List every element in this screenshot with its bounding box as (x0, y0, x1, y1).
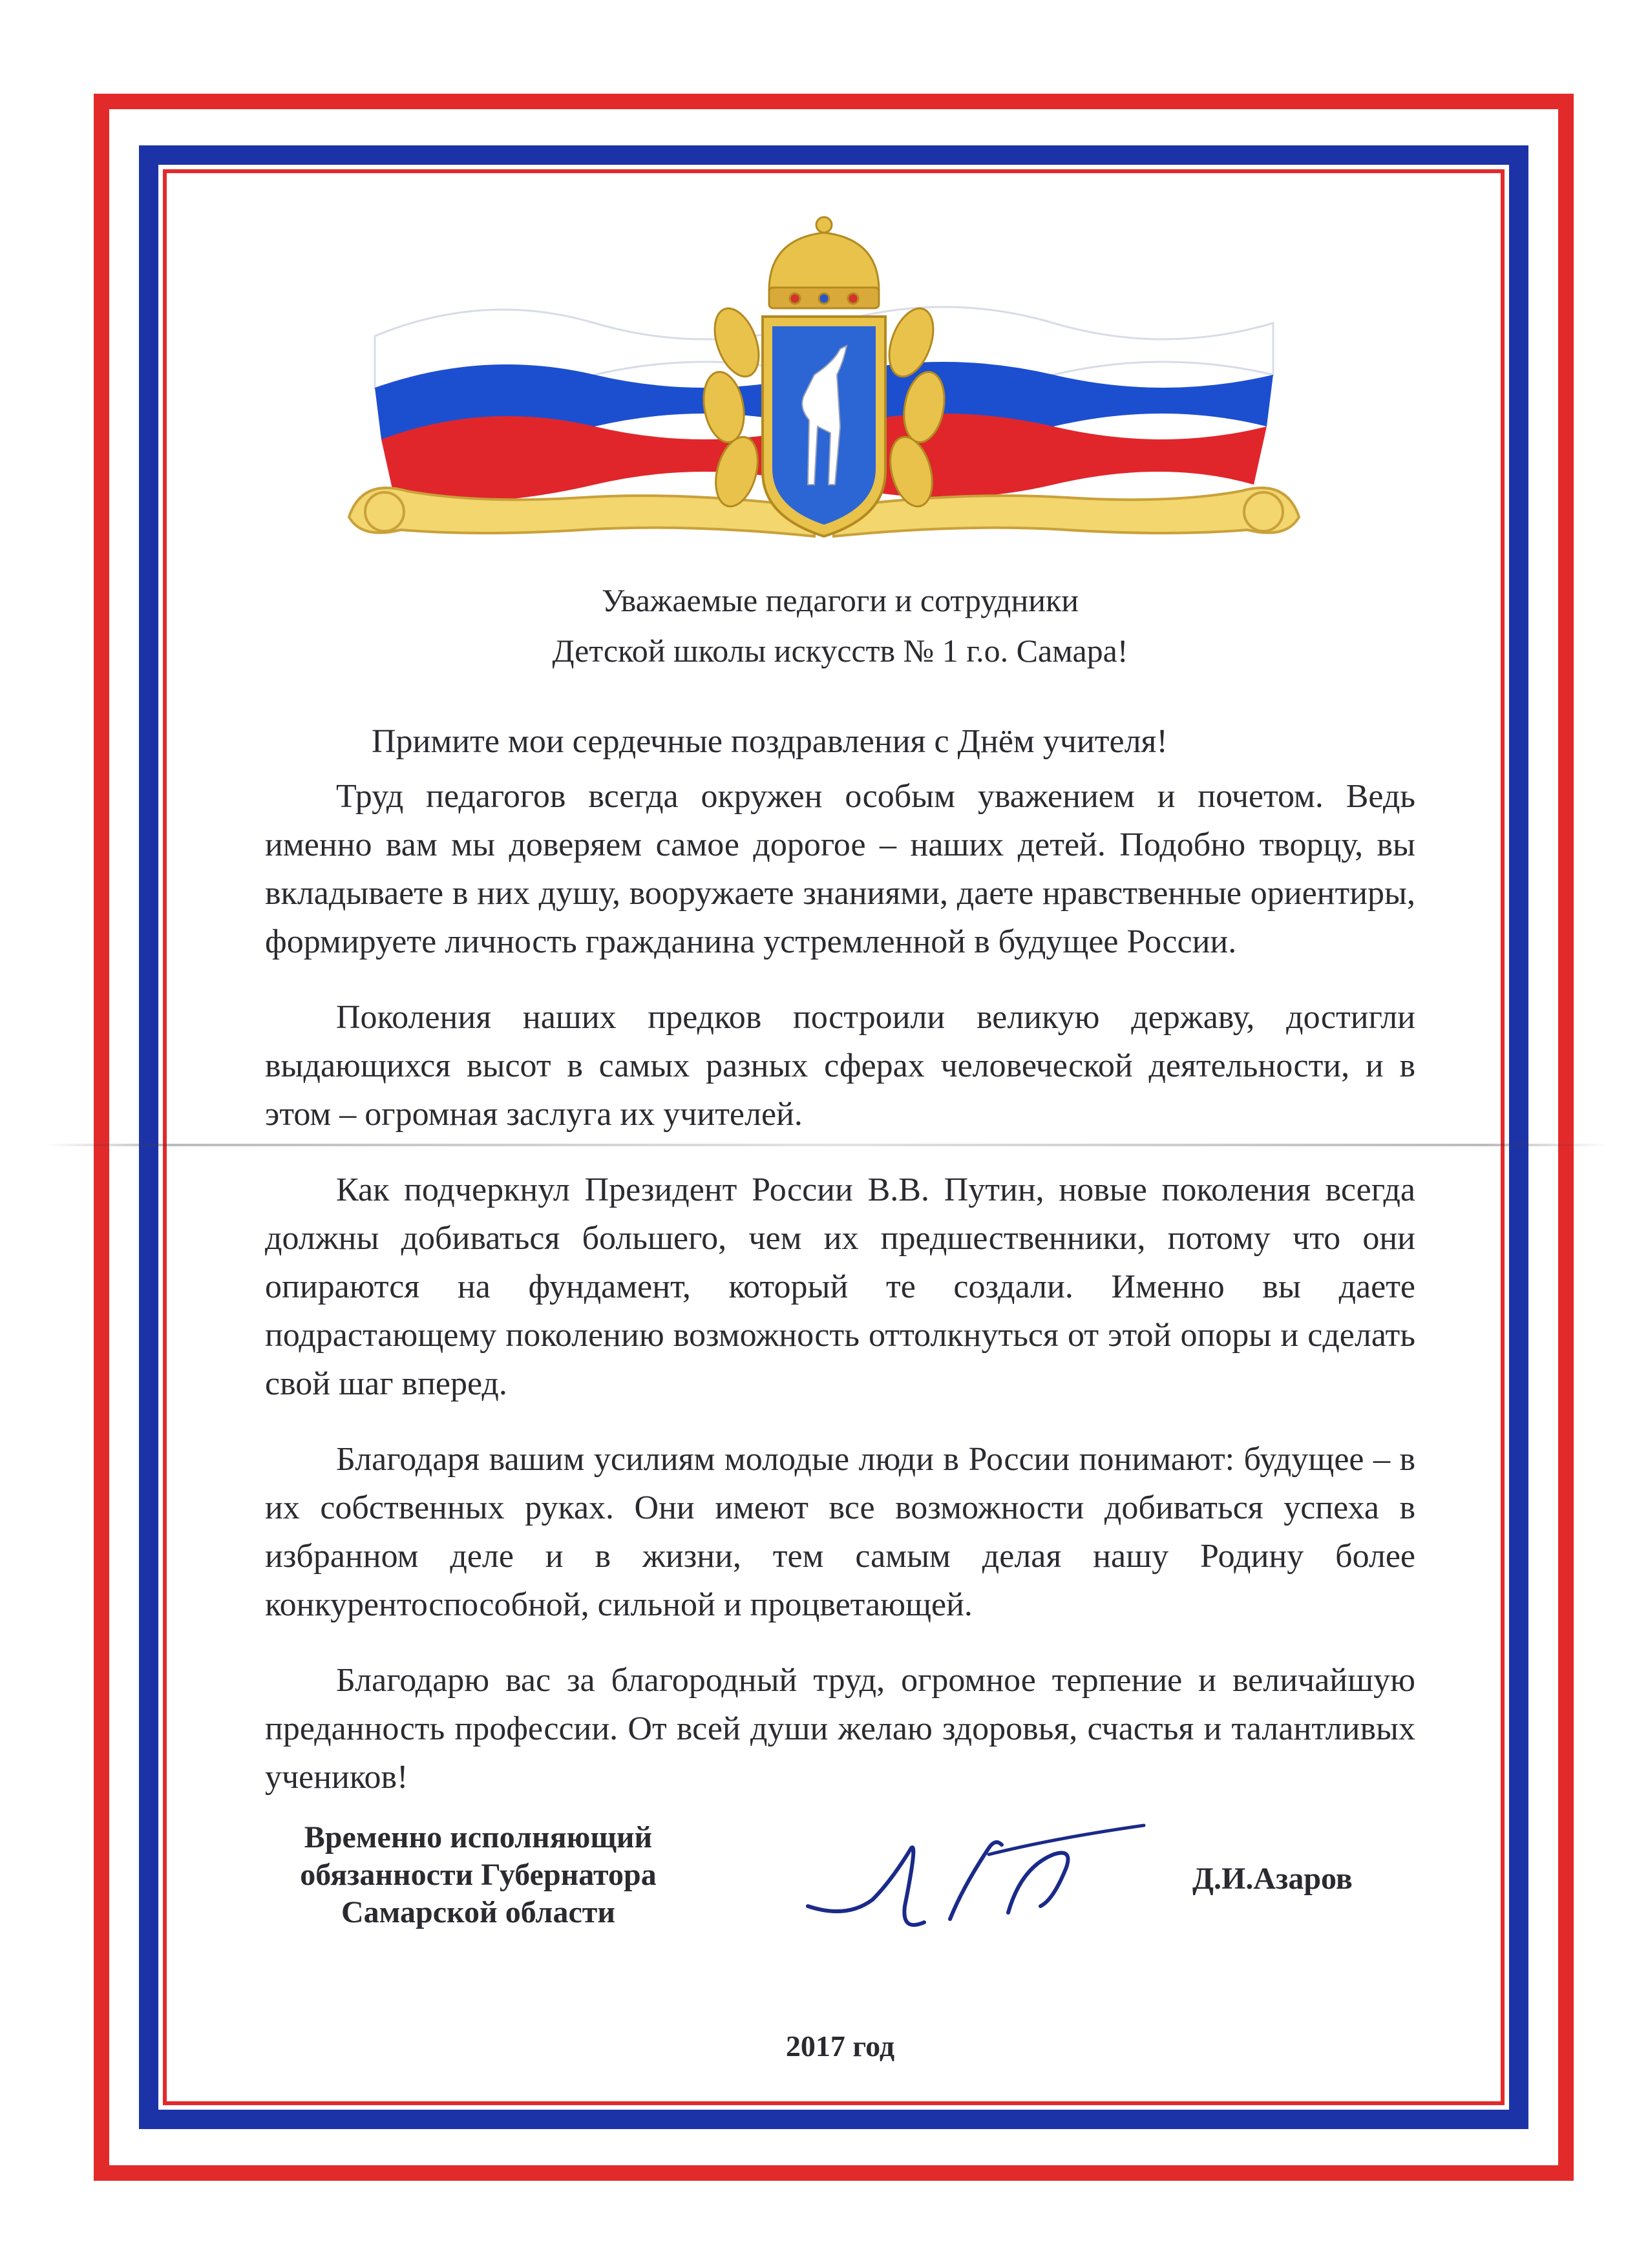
paragraph: Благодарю вас за благородный труд, огромное терпение и величайшую преданность профессии. От всей души желаю здоровья, счастья и талантливых учеников! (265, 1662, 1415, 1796)
signer-title-line-3: Самарской области (341, 1895, 615, 1929)
paragraph: Как подчеркнул Президент России В.В. Путин, новые поколения всегда должны добиваться большего, чем их предшественники, потому что они опираются на фундамент, который те создали. Именно вы даете подрастающему поколению возможность оттолкнуться от этой опоры и сделать свой шаг вперед. (265, 1171, 1415, 1402)
greeting-line-2: Детской школы искусств № 1 г.о. Самара! (552, 633, 1128, 669)
coat-of-arms-flag-emblem (323, 213, 1325, 588)
shield (763, 317, 885, 536)
paragraph: Труд педагогов всегда окружен особым уважением и почетом. Ведь именно вам мы доверяем самое дорогое – наших детей. Подобно творцу, вы вкладываете в них душу, вооружаете знаниями, даете нравственные ориентиры, формируете личность гражданина устремленной в будущее России. (265, 778, 1415, 960)
letter-year: 2017 год (785, 2030, 895, 2063)
paragraph: Благодаря вашим усилиям молодые люди в России понимают: будущее – в их собственных руках. Они имеют все возможности добиваться успеха в избранном деле и в жизни, тем самым делая нашу Родину более конкурентоспособной, сильной и процветающей. (265, 1441, 1415, 1623)
signer-title-line-1: Временно исполняющий (304, 1820, 653, 1854)
greeting-line-1: Уважаемые педагоги и сотрудники (601, 582, 1079, 618)
signer-title-line-2: обязанности Губернатора (300, 1858, 657, 1892)
handwritten-signature (795, 1809, 1157, 1951)
imperial-crown (769, 217, 879, 308)
signer-title (259, 1819, 698, 1931)
greeting (297, 575, 1383, 676)
congratulation-line: Примите мои сердечные поздравления с Днём учителя! (372, 723, 1168, 760)
paragraph: Поколения наших предков построили великую державу, достигли выдающихся высот в самых разных сферах человеческой деятельности, и в этом – огромная заслуга их учителей. (265, 999, 1415, 1133)
letter-body (265, 772, 1415, 1829)
signer-name: Д.И.Азаров (1192, 1862, 1353, 1896)
